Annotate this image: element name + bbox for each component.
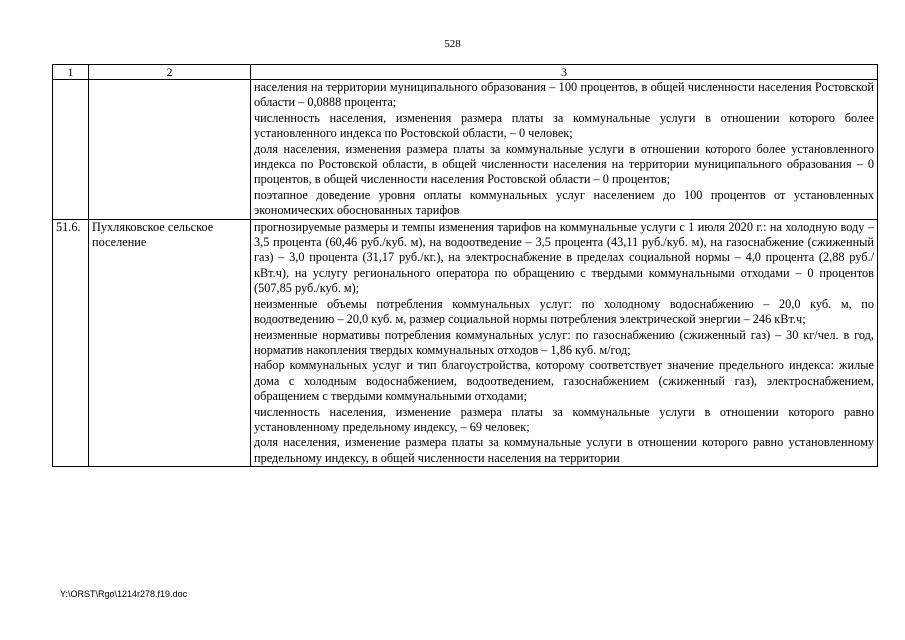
table-header-row [53,65,878,80]
paragraph: набор коммунальных услуг и тип благоустройства, которому соответствует значение предельного индекса: жилые дома с холодным водоснабжением, водоотведением, газоснабжением (сжиженный газ), электроснабжением, обращением с твердыми коммунальными отходами; [254,358,874,404]
paragraph: поэтапное доведение уровня оплаты коммунальных услуг населением до 100 процентов от установленных экономических обоснованных тарифов [254,187,874,218]
header-col-3: 3 [251,65,878,80]
row-content-cell [251,80,878,220]
paragraph: численность населения, изменения размера платы за коммунальные услуги в отношении которого более установленного индекса по Ростовской области, – 0 человек; [254,110,874,141]
footer-file-path: Y:\ORST\Rgo\1214r278.f19.doc [60,589,188,599]
row-name-cell: Пухляковское сельское поселение [89,219,251,467]
header-col-1: 1 [53,65,89,80]
row-name-cell [89,80,251,220]
table-row-51-6 [53,219,878,467]
paragraph: доля населения, изменение размера платы за коммунальные услуги в отношении которого равно установленному предельному индексу, в общей численности населения на территории [254,435,874,465]
table-row-continuation [53,80,878,220]
paragraph: населения на территории муниципального образования – 100 процентов, в общей численности населения Ростовской области – 0,0888 процента; [254,80,874,110]
header-col-2: 2 [89,65,251,80]
paragraph: прогнозируемые размеры и темпы изменения тарифов на коммунальные услуги с 1 июля 2020 г.: на холодную воду – 3,5 процента (60,46 руб./куб. м), на водоотведение – 3,5 процента (43,11 руб./куб. м), на газоснабжение (сжиженный газ) – 3,0 процента (31,17 руб./кг.), на электроснабжение в пределах социальной нормы – 4,0 процента (2,88 руб./кВт.ч), на услугу регионального оператора по обращению с твердыми коммунальными отходами – 0 процентов (507,85 руб./куб. м); [254,219,874,296]
row-number-cell: 51.6. [53,219,89,467]
paragraph: неизменные объемы потребления коммунальных услуг: по холодному водоснабжению – 20,0 куб. м, по водоотведению – 20,0 куб. м, размер социальной нормы потребления электрической энергии – 246 кВт.ч; [254,296,874,327]
row-number-cell [53,80,89,220]
paragraph: численность населения, изменение размера платы за коммунальные услуги в отношении которого равно установленному предельному индексу, – 69 человек; [254,404,874,434]
paragraph: неизменные нормативы потребления коммунальных услуг: по газоснабжению (сжиженный газ) – 30 кг/чел. в год, норматив накопления твердых коммунальных отходов – 1,86 куб. м/год; [254,327,874,357]
row-content-cell [251,219,878,467]
tariff-table [52,64,878,467]
paragraph: доля населения, изменения размера платы за коммунальные услуги в отношении которого более установленного индекса по Ростовской области, в общей численности населения на территории муниципального образования – 0 процентов, в общей численности населения Ростовской области – 0 процентов; [254,141,874,187]
page-number: 528 [444,38,461,50]
